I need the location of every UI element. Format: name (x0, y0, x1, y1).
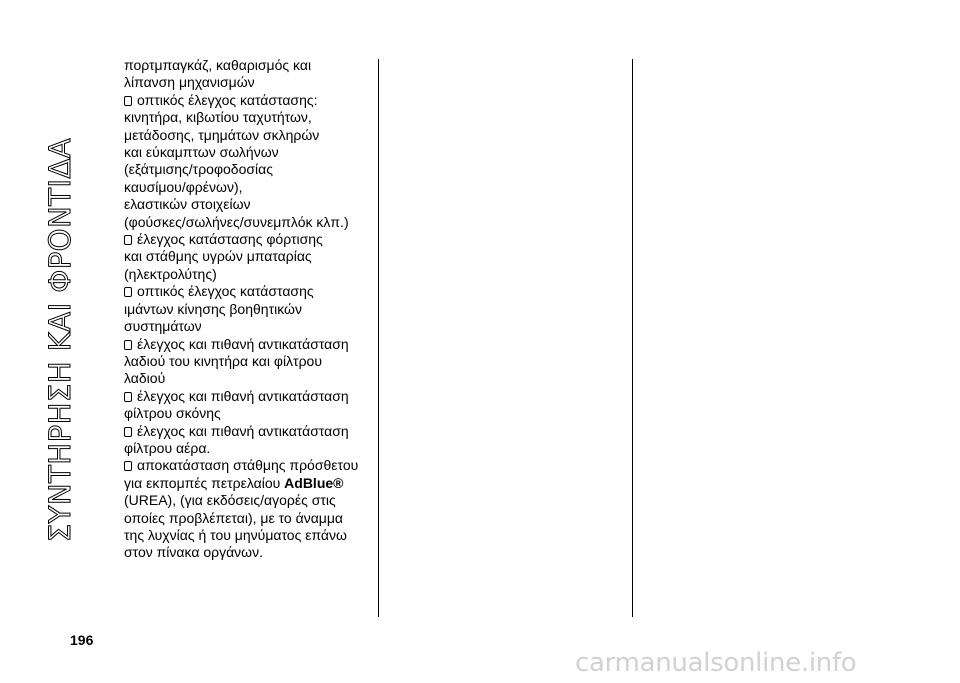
checklist-item-start (124, 92, 369, 109)
line-text: οποίες προβλέπεται), με το άναμμα (124, 509, 344, 526)
checklist-text-line (124, 109, 369, 126)
checklist-text-line (124, 405, 369, 422)
checklist-text-line (124, 492, 369, 509)
checklist-text-line (124, 318, 369, 335)
checkbox-icon (124, 427, 132, 437)
checklist-text-line (124, 179, 369, 196)
checkbox-icon (124, 96, 132, 106)
checklist-item-start (124, 423, 369, 440)
checkbox-icon (124, 340, 132, 350)
checklist-text-line (124, 57, 369, 74)
checklist-item-start (124, 336, 369, 353)
line-text: έλεγχος κατάστασης φόρτισης (137, 231, 323, 248)
checklist-item-start (124, 283, 369, 300)
line-text: οπτικός έλεγχος κατάστασης: (137, 91, 318, 108)
line-text: της λυχνίας ή του μηνύματος επάνω (124, 526, 347, 543)
checklist-text-line (124, 214, 369, 231)
line-text: έλεγχος και πιθανή αντικατάσταση (137, 422, 349, 439)
column-divider-2 (632, 59, 633, 617)
checklist-text-line (124, 196, 369, 213)
line-text: λαδιού (124, 370, 166, 387)
checkbox-icon (124, 461, 132, 471)
line-text: λίπανση μηχανισμών (124, 74, 255, 91)
checkbox-icon (124, 235, 132, 245)
checklist-text-line (124, 127, 369, 144)
checklist-text-line (124, 161, 369, 178)
checkbox-icon (124, 392, 132, 402)
maintenance-checklist-column (124, 57, 369, 562)
line-text: έλεγχος και πιθανή αντικατάσταση (137, 335, 349, 352)
line-text: (UREA), (για εκδόσεις/αγορές στις (124, 492, 336, 509)
line-text: φίλτρου αέρα. (124, 439, 211, 456)
line-text: αποκατάσταση στάθμης πρόσθετου (137, 457, 359, 474)
checklist-text-line (124, 475, 369, 492)
line-text: έλεγχος και πιθανή αντικατάσταση (137, 387, 349, 404)
checklist-text-line (124, 544, 369, 561)
line-text: πορτμπαγκάζ, καθαρισμός και (124, 57, 312, 73)
line-text: και εύκαμπτων σωλήνων (124, 144, 279, 161)
checklist-text-line (124, 527, 369, 544)
checklist-item-start (124, 388, 369, 405)
checklist-text-line (124, 440, 369, 457)
line-text: καυσίμου/φρένων), (124, 178, 243, 195)
checklist-text-line (124, 248, 369, 265)
checklist-text-line (124, 74, 369, 91)
checklist-text-line (124, 266, 369, 283)
line-text: συστημάτων (124, 318, 202, 335)
line-text: στον πίνακα οργάνων. (124, 544, 263, 561)
checklist-text-line (124, 370, 369, 387)
line-text: οπτικός έλεγχος κατάστασης (137, 283, 314, 300)
line-text: ιμάντων κίνησης βοηθητικών (124, 300, 302, 317)
line-text: και στάθμης υγρών μπαταρίας (124, 248, 312, 265)
line-text: μετάδοσης, τμημάτων σκληρών (124, 126, 320, 143)
checklist-item-start (124, 231, 369, 248)
line-text-bold: AdBlue® (284, 474, 344, 491)
checklist-text-line (124, 353, 369, 370)
checklist-text-line (124, 510, 369, 527)
checklist-text-line (124, 144, 369, 161)
line-text: για εκπομπές πετρελαίου (124, 474, 285, 491)
checklist-text-line (124, 301, 369, 318)
checklist-item-start (124, 457, 369, 474)
checkbox-icon (124, 287, 132, 297)
section-title-vertical: ΣΥΝΤΗΡΗΣΗ ΚΑΙ ΦΡΟΝΤΙΔΑ (43, 137, 77, 543)
line-text: (ηλεκτρολύτης) (124, 265, 217, 282)
watermark: carmanualsonline.info (575, 648, 857, 678)
line-text: κινητήρα, κιβωτίου ταχυτήτων, (124, 109, 312, 126)
line-text: (φούσκες/σωλήνες/συνεμπλόκ κλπ.) (124, 213, 349, 230)
line-text: ελαστικών στοιχείων (124, 196, 251, 213)
page-number: 196 (70, 632, 94, 648)
line-text: λαδιού του κινητήρα και φίλτρου (124, 352, 322, 369)
line-text: φίλτρου σκόνης (124, 405, 221, 422)
column-divider-1 (378, 59, 379, 617)
line-text: (εξάτμισης/τροφοδοσίας (124, 161, 273, 178)
